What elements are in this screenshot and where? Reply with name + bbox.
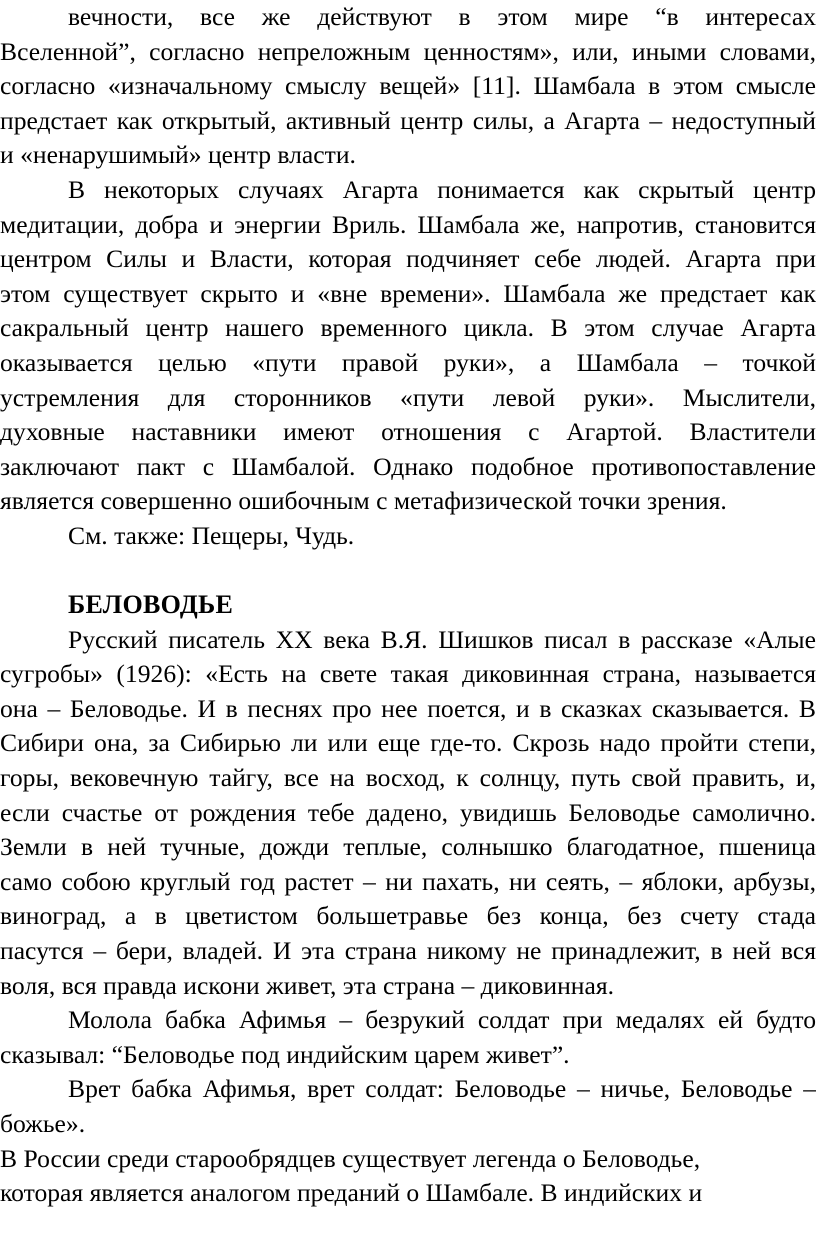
text-line: само собою круглый год растет – ни пахать, ни сеять, – яблоки, арбузы,	[0, 866, 816, 896]
text-line: горы, вековечную тайгу, все на восход, к солнцу, путь свой править, и,	[0, 763, 816, 793]
text-line: Сибири она, за Сибирью ли или еще где-то. Скрозь надо пройти степи,	[0, 728, 816, 758]
see-also-line	[0, 519, 816, 554]
text-line: сакральный центр нашего временного цикла. В этом случае Агарта	[0, 313, 816, 343]
section-heading: БЕЛОВОДЬЕ	[68, 590, 234, 620]
text-line: воля, вся правда искони живет, эта страна – диковинная.	[0, 970, 615, 1000]
text-line: В России среди старообрядцев существует легенда о Беловодье,	[0, 1143, 701, 1173]
paragraph-agartha-shambhala	[0, 173, 816, 519]
text-line: духовные наставники имеют отношения с Агартой. Властители	[0, 417, 816, 447]
text-line: устремления для сторонников «пути левой руки». Мыслители,	[0, 382, 816, 412]
see-also-text: См. также: Пещеры, Чудь.	[68, 520, 355, 550]
text-line: медитации, добра и энергии Вриль. Шамбала же, напротив, становится	[0, 209, 816, 239]
text-line: центром Силы и Власти, которая подчиняет себе людей. Агарта при	[0, 244, 816, 274]
text-line: сказывал: “Беловодье под индийским царем живет”.	[0, 1039, 570, 1069]
text-line: В некоторых случаях Агарта понимается как скрытый центр	[68, 174, 816, 204]
text-line: заключают пакт с Шамбалой. Однако подобное противопоставление	[0, 451, 816, 481]
text-line: она – Беловодье. И в песнях про нее поется, и в сказках сказывается. В	[0, 693, 816, 723]
paragraph-afimya	[0, 1003, 816, 1072]
text-line: божье».	[0, 1109, 86, 1138]
text-line: сугробы» (1926): «Есть на свете такая диковинная страна, называется	[0, 659, 816, 689]
text-line: оказывается целью «пути правой руки», а Шамбала – точкой	[0, 347, 816, 377]
text-line: предстает как открытый, активный центр силы, а Агарта – недоступный	[0, 105, 816, 135]
text-line: Врет бабка Афимья, врет солдат: Беловодье – ничье, Беловодье –	[68, 1074, 816, 1104]
text-line: является совершенно ошибочным с метафизической точки зрения.	[0, 486, 727, 516]
text-line: если счастье от рождения тебе дадено, увидишь Беловодье самолично.	[0, 797, 816, 827]
text-line: Молола бабка Афимья – безрукий солдат при медалях ей будто	[68, 1005, 816, 1035]
text-line: этом существует скрыто и «вне времени». Шамбала же предстает как	[0, 278, 816, 308]
paragraph-continuation	[0, 0, 816, 173]
text-line: Русский писатель XX века В.Я. Шишков писал в рассказе «Алые	[68, 624, 816, 654]
paragraph-afimya-lies	[0, 1072, 816, 1141]
paragraph-old-believers	[0, 1142, 816, 1211]
text-line: которая является аналогом преданий о Шамбале. В индийских и	[0, 1178, 703, 1208]
paragraph-belovodye-quote	[0, 623, 816, 1004]
text-line: Земли в ней тучные, дожди теплые, солнышко благодатное, пшеница	[0, 832, 816, 862]
text-line: виноград, а в цветистом большетравье без конца, без счету стада	[0, 901, 816, 931]
text-line: пасутся – бери, владей. И эта страна никому не принадлежит, в ней вся	[0, 936, 816, 966]
text-line: вечности, все же действуют в этом мире “в интересах	[68, 2, 816, 31]
section-spacer	[0, 554, 816, 589]
text-line: согласно «изначальному смыслу вещей» [11]. Шамбала в этом смысле	[0, 71, 816, 101]
text-line: Вселенной”, согласно непреложным ценностям», или, иными словами,	[0, 36, 816, 66]
text-line: и «ненарушимый» центр власти.	[0, 140, 356, 170]
